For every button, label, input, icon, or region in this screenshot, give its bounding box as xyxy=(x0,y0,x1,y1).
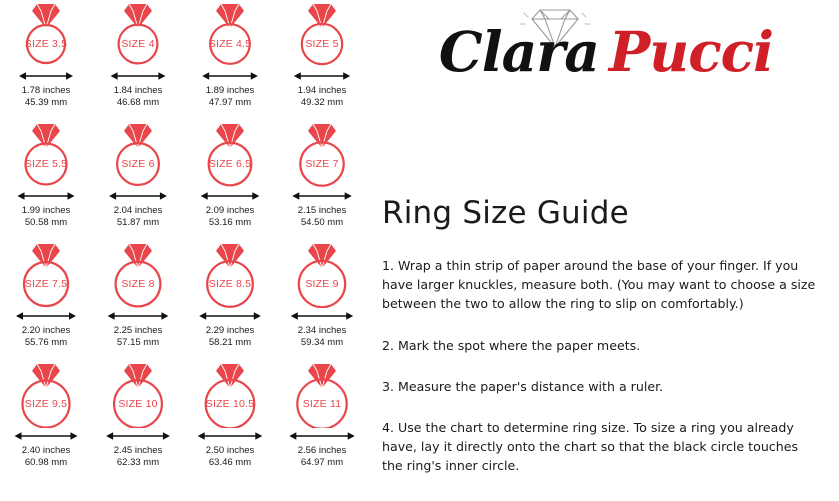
ring-size-cell xyxy=(276,242,368,362)
ring-size-cell xyxy=(0,2,92,122)
measurement-mm: 51.87 mm xyxy=(116,216,160,228)
ring-size-label: SIZE 7 xyxy=(305,158,339,170)
ring-size-cell xyxy=(276,122,368,242)
ring-measurement xyxy=(22,325,71,348)
ring-illustration xyxy=(284,362,360,428)
measurement-inches: 2.56 inches xyxy=(297,445,347,456)
ring-measurement xyxy=(298,85,347,108)
diameter-arrow-icon xyxy=(8,309,84,323)
ring-measurement xyxy=(114,205,163,228)
ring-measurement xyxy=(298,205,347,228)
ring-size-label: SIZE 4.5 xyxy=(208,38,252,50)
guide-step-1: 1. Wrap a thin strip of paper around the base of your finger. If you have larger knuckles, measure both. (You may want to choose a size between the two to allow the ring to slip on comfortably.) xyxy=(382,258,816,311)
ring-illustration xyxy=(8,242,84,308)
ring-measurement xyxy=(22,205,71,228)
ring-size-label: SIZE 5.5 xyxy=(24,158,68,170)
ring-illustration xyxy=(100,2,176,68)
ring-measurement xyxy=(206,205,255,228)
measurement-inches: 2.09 inches xyxy=(205,205,255,216)
measurement-mm: 49.32 mm xyxy=(300,96,344,108)
measurement-inches: 2.45 inches xyxy=(113,445,163,456)
ring-size-label: SIZE 7.5 xyxy=(24,278,68,290)
ring-size-cell xyxy=(184,122,276,242)
measurement-inches: 1.94 inches xyxy=(297,85,347,96)
ring-size-cell xyxy=(184,242,276,362)
measurement-mm: 53.16 mm xyxy=(208,216,252,228)
ring-measurement xyxy=(206,445,255,468)
ring-measurement xyxy=(114,325,163,348)
ring-measurement xyxy=(206,85,255,108)
ring-illustration xyxy=(100,242,176,308)
diameter-arrow-icon xyxy=(284,309,360,323)
measurement-mm: 46.68 mm xyxy=(116,96,160,108)
diameter-arrow-icon xyxy=(284,429,360,443)
brand-name-first: Clara xyxy=(438,19,599,84)
ring-size-cell xyxy=(92,2,184,122)
measurement-inches: 2.04 inches xyxy=(113,205,163,216)
ring-size-cell xyxy=(0,122,92,242)
ring-illustration xyxy=(284,2,360,68)
ring-size-cell xyxy=(92,362,184,482)
ring-illustration xyxy=(8,2,84,68)
guide-step-4: 4. Use the chart to determine ring size. To size a ring you already have, lay it directly onto the chart so that the black circle touches the ring's inner circle. xyxy=(382,420,799,473)
gem-icon xyxy=(308,244,336,268)
diameter-arrow-icon xyxy=(8,189,84,203)
diameter-arrow-icon xyxy=(192,69,268,83)
measurement-inches: 2.34 inches xyxy=(297,325,347,336)
measurement-mm: 54.50 mm xyxy=(300,216,344,228)
ring-size-label: SIZE 10.5 xyxy=(205,398,255,410)
ring-size-cell xyxy=(184,362,276,482)
measurement-inches: 2.25 inches xyxy=(113,325,163,336)
ring-size-label: SIZE 5 xyxy=(305,38,339,50)
measurement-inches: 2.50 inches xyxy=(205,445,255,456)
ring-illustration xyxy=(100,362,176,428)
ring-measurement xyxy=(22,85,71,108)
diameter-arrow-icon xyxy=(284,189,360,203)
ring-illustration xyxy=(8,122,84,188)
measurement-mm: 57.15 mm xyxy=(116,336,160,348)
ring-illustration xyxy=(100,122,176,188)
measurement-inches: 1.99 inches xyxy=(21,205,71,216)
diameter-arrow-icon xyxy=(192,189,268,203)
measurement-mm: 58.21 mm xyxy=(208,336,252,348)
ring-size-label: SIZE 9 xyxy=(305,278,339,290)
ring-illustration xyxy=(192,362,268,428)
measurement-mm: 45.39 mm xyxy=(24,96,68,108)
measurement-inches: 2.29 inches xyxy=(205,325,255,336)
brand-name-second: Pucci xyxy=(608,19,774,84)
ring-size-label: SIZE 8 xyxy=(121,278,155,290)
ring-size-cell xyxy=(0,242,92,362)
ring-measurement xyxy=(22,445,71,468)
ring-size-label: SIZE 6.5 xyxy=(208,158,252,170)
measurement-mm: 62.33 mm xyxy=(116,456,160,468)
diameter-arrow-icon xyxy=(192,429,268,443)
diameter-arrow-icon xyxy=(8,429,84,443)
measurement-mm: 64.97 mm xyxy=(300,456,344,468)
ring-size-label: SIZE 10 xyxy=(118,398,158,410)
gem-icon xyxy=(32,364,60,388)
gem-icon xyxy=(124,364,152,388)
ring-size-cell xyxy=(0,362,92,482)
ring-illustration xyxy=(8,362,84,428)
measurement-inches: 2.20 inches xyxy=(21,325,71,336)
measurement-mm: 55.76 mm xyxy=(24,336,68,348)
ring-illustration xyxy=(192,122,268,188)
ring-size-cell xyxy=(276,2,368,122)
page-title: Ring Size Guide xyxy=(382,195,629,231)
ring-size-cell xyxy=(276,362,368,482)
ring-size-label: SIZE 6 xyxy=(121,158,155,170)
ring-illustration xyxy=(284,122,360,188)
ring-size-cell xyxy=(92,122,184,242)
measurement-mm: 60.98 mm xyxy=(24,456,68,468)
measurement-mm: 50.58 mm xyxy=(24,216,68,228)
diameter-arrow-icon xyxy=(100,429,176,443)
measurement-mm: 47.97 mm xyxy=(208,96,252,108)
ring-illustration xyxy=(192,2,268,68)
diameter-arrow-icon xyxy=(284,69,360,83)
measurement-inches: 1.89 inches xyxy=(205,85,255,96)
measurement-mm: 59.34 mm xyxy=(300,336,344,348)
guide-step-2: 2. Mark the spot where the paper meets. xyxy=(382,338,641,353)
ring-size-chart xyxy=(0,0,368,501)
gem-icon xyxy=(308,364,336,388)
measurement-inches: 1.84 inches xyxy=(113,85,163,96)
ring-illustration xyxy=(284,242,360,308)
measurement-inches: 2.40 inches xyxy=(21,445,71,456)
brand-name xyxy=(376,20,836,84)
ring-size-label: SIZE 3.5 xyxy=(24,38,68,50)
ring-size-label: SIZE 4 xyxy=(121,38,155,50)
ring-measurement xyxy=(298,445,347,468)
ring-measurement xyxy=(114,85,163,108)
diameter-arrow-icon xyxy=(8,69,84,83)
ring-size-label: SIZE 8.5 xyxy=(208,278,252,290)
guide-step-3: 3. Measure the paper's distance with a ruler. xyxy=(382,379,664,394)
ring-illustration xyxy=(192,242,268,308)
ring-size-label: SIZE 9.5 xyxy=(24,398,68,410)
measurement-inches: 1.78 inches xyxy=(21,85,71,96)
ring-size-cell xyxy=(92,242,184,362)
right-panel xyxy=(368,0,839,501)
brand-logo xyxy=(376,4,836,104)
ring-size-label: SIZE 11 xyxy=(302,398,342,410)
measurement-mm: 63.46 mm xyxy=(208,456,252,468)
diameter-arrow-icon xyxy=(100,189,176,203)
ring-measurement xyxy=(206,325,255,348)
diameter-arrow-icon xyxy=(192,309,268,323)
ring-measurement xyxy=(114,445,163,468)
measurement-inches: 2.15 inches xyxy=(297,205,347,216)
gem-icon xyxy=(216,364,244,388)
diameter-arrow-icon xyxy=(100,309,176,323)
diameter-arrow-icon xyxy=(100,69,176,83)
ring-size-cell xyxy=(184,2,276,122)
ring-measurement xyxy=(298,325,347,348)
